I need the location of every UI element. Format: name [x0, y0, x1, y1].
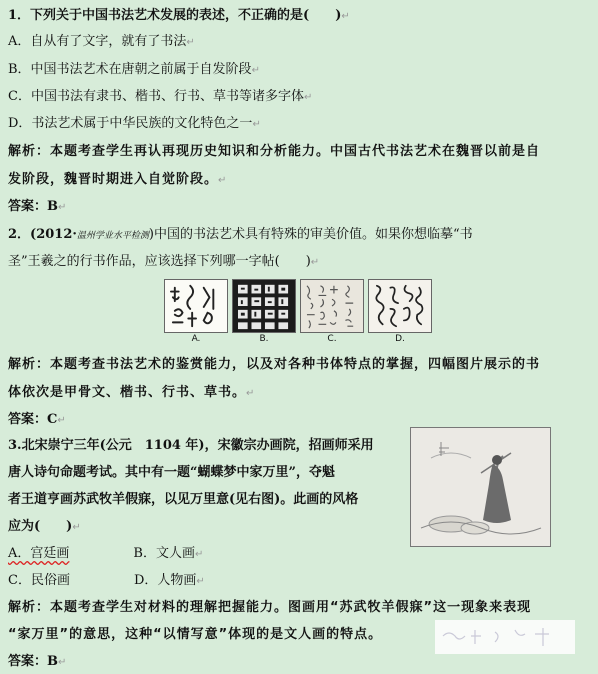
- q2-answer: 答案：C↵: [8, 412, 66, 427]
- q3-stem-line2: 唐人诗句命题考试。其中有一题“蝴蝶梦中家万里”，夺魁: [8, 465, 335, 480]
- q3-option-c: C．民俗画: [8, 573, 70, 588]
- calligraphy-samples: [164, 279, 464, 333]
- q3-analysis-line1: 解析：本题考查学生对材料的理解把握能力。图画用“苏武牧羊假寐”这一现象来表现: [8, 600, 532, 615]
- q1-answer: 答案：B↵: [8, 199, 67, 214]
- q3-stem-line4: 应为( )↵: [8, 519, 81, 534]
- paragraph-mark: ↵: [341, 11, 350, 22]
- q3-stem-line1: 3.北宋崇宁三年(公元 1104 年)，宋徽宗办画院，招画师采用: [8, 438, 374, 453]
- q1-stem: 1．下列关于中国书法艺术发展的表述，不正确的是( )↵: [8, 8, 350, 23]
- q2-analysis-line2: 体依次是甲骨文、楷书、行书、草书。↵: [8, 385, 256, 400]
- faint-watermark-image: [435, 620, 575, 654]
- q2-stem-line2: 圣”王羲之的行书作品，应该选择下列哪一字帖( )↵: [8, 254, 320, 269]
- q1-option-c: C．中国书法有隶书、楷书、行书、草书等诸多字体↵: [8, 89, 313, 104]
- q3-option-d: D．人物画: [133, 573, 197, 588]
- q3-answer: 答案：B↵: [8, 654, 67, 669]
- q1-option-b: B．中国书法艺术在唐朝之前属于自发阶段↵: [8, 62, 260, 77]
- q3-stem-line3: 者王道亨画苏武牧羊假寐，以见万里意(见右图)。此画的风格: [8, 492, 359, 507]
- q2-source: 温州学业水平检测: [76, 231, 149, 241]
- q3-option-b: B．文人画: [133, 546, 195, 561]
- sample-labels: [164, 334, 464, 346]
- label-c: C.: [327, 334, 337, 344]
- q3-option-row1: A．宫廷画 B．文人画↵: [8, 546, 204, 561]
- q3-analysis-line2: “家万里”的意思，这种“以情写意”体现的是文人画的特点。: [8, 627, 383, 642]
- q1-option-d: D．书法艺术属于中华民族的文化特色之一↵: [8, 116, 261, 131]
- regular-script-rubbing-image: [232, 279, 296, 333]
- label-d: D.: [395, 334, 405, 344]
- q3-option-row2: C．民俗画 D．人物画↵: [8, 573, 205, 588]
- oracle-bone-script-image: [164, 279, 228, 333]
- label-a: A.: [191, 334, 201, 344]
- running-script-image: [300, 279, 364, 333]
- cursive-script-image: [368, 279, 432, 333]
- su-wu-painting-image: [410, 427, 551, 547]
- q1-analysis-line1: 解析：本题考查学生再认再现历史知识和分析能力。中国古代书法艺术在魏晋以前是自: [8, 144, 541, 159]
- q3-option-a: A．宫廷画: [8, 546, 70, 561]
- q2-analysis-line1: 解析：本题考查书法艺术的鉴赏能力，以及对各种书体特点的掌握，四幅图片展示的书: [8, 357, 541, 372]
- q1-option-a: A．自从有了文字，就有了书法↵: [8, 34, 195, 49]
- q1-analysis-line2: 发阶段，魏晋时期进入自觉阶段。↵: [8, 172, 228, 187]
- label-b: B.: [259, 334, 269, 344]
- q2-stem: 2．(2012·温州学业水平检测)中国的书法艺术具有特殊的审美价值。如果你想临摹“书: [8, 227, 473, 242]
